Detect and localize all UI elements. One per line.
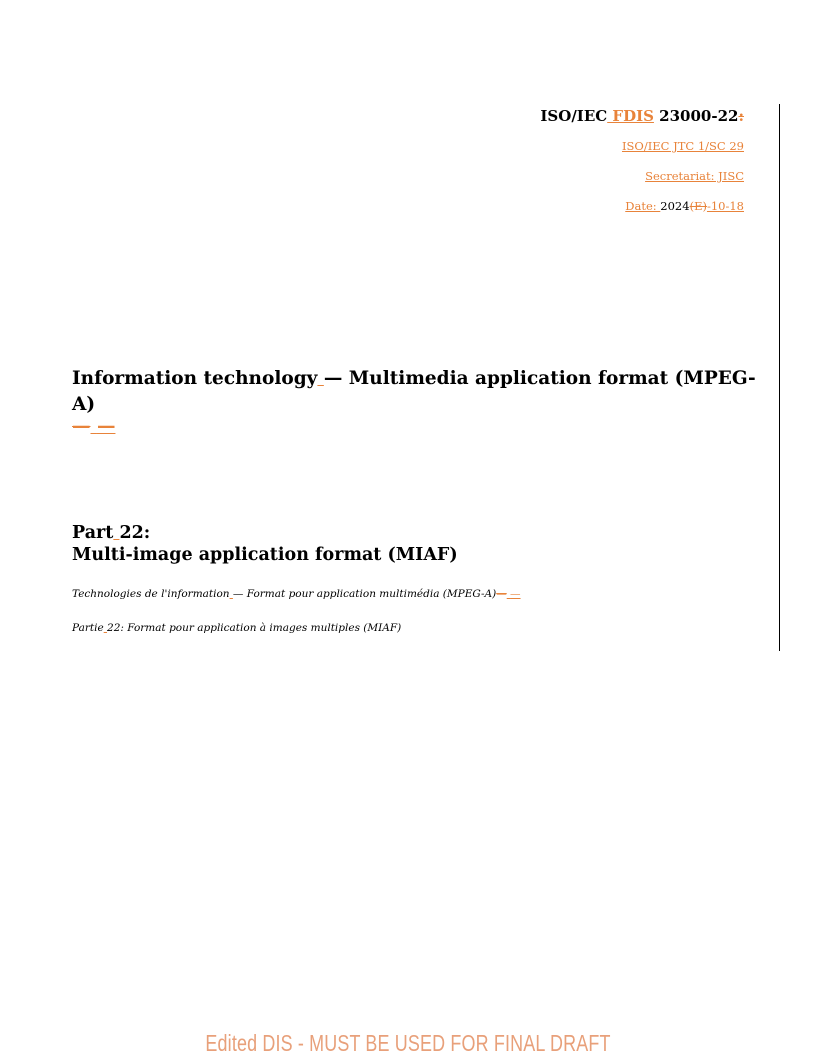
title-dash-line (72, 418, 762, 436)
english-title-line (72, 366, 762, 418)
document-number (344, 106, 744, 126)
english-title (72, 366, 762, 436)
fr-part-text: 22: Format pour application à images multiples (MIAF) (107, 622, 402, 634)
date-year: 2024 (660, 199, 690, 213)
deleted-edition: (E) (689, 199, 707, 213)
part-block (72, 522, 762, 566)
title-part-1: Information technology (72, 368, 318, 389)
committee: ISO/IEC JTC 1/SC 29 (621, 139, 744, 153)
fr-title-part-2: — Format pour application multimédia (MPEG-A) (232, 588, 497, 600)
header-block (344, 106, 744, 228)
part-word: Part (72, 523, 114, 543)
draft-watermark: Edited DIS - MUST BE USED FOR FINAL DRAFT (205, 1030, 611, 1056)
inserted-date: -10-18 (706, 199, 744, 213)
inserted-fdis: FDIS (607, 107, 654, 125)
fr-part-word: Partie (72, 622, 104, 634)
french-part-title (72, 621, 762, 635)
french-title (72, 587, 762, 601)
part-title: Multi-image application format (MIAF) (72, 545, 458, 565)
inserted-dash: — (96, 416, 116, 437)
doc-prefix: ISO/IEC (540, 107, 608, 125)
title-part-2: — Multimedia application format (MPEG-A) (72, 368, 756, 415)
date-line (344, 198, 744, 214)
deleted-colon: : (738, 107, 744, 125)
deleted-dash: — (496, 588, 507, 600)
part-number: 22: (119, 523, 151, 543)
date-label: Date: (625, 199, 661, 213)
deleted-dash: — (72, 416, 91, 437)
doc-number-value: 23000-22 (653, 107, 739, 125)
change-bar (779, 104, 780, 651)
secretariat: Secretariat: JISC (645, 169, 744, 183)
fr-title-part-1: Technologies de l'information (72, 588, 230, 600)
part-label (72, 522, 762, 544)
inserted-dash: — (510, 588, 521, 600)
